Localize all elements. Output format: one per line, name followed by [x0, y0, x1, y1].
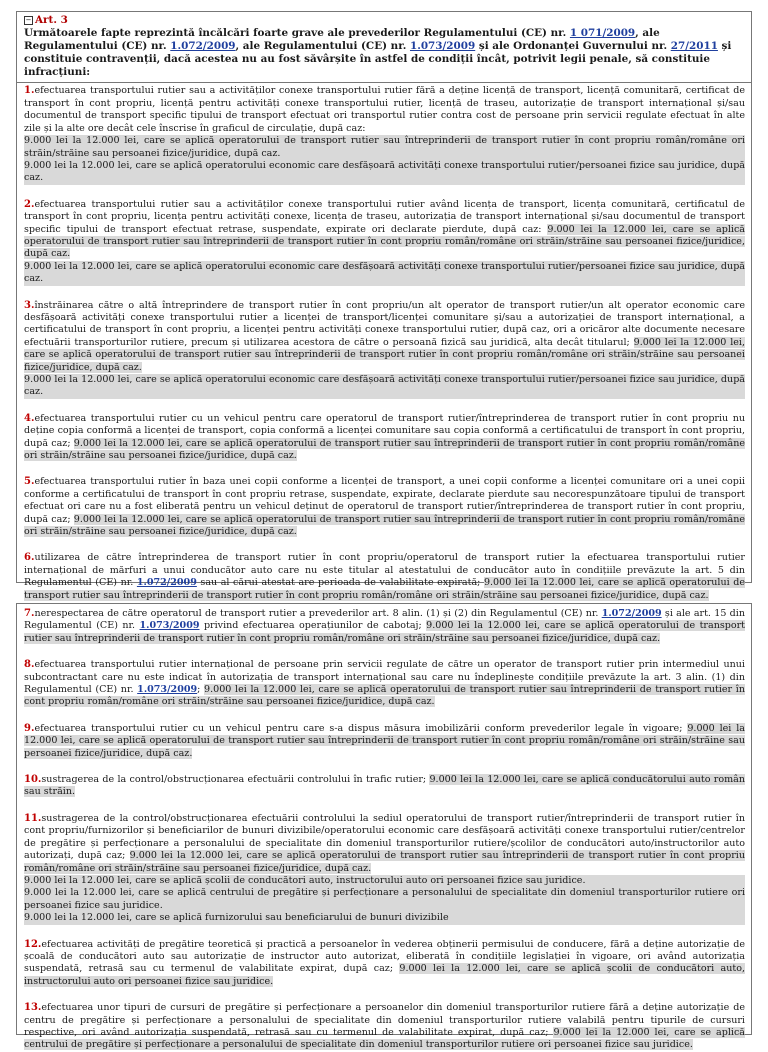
law-link-1071[interactable]: 1 071/2009 — [569, 27, 636, 40]
list-item-11 — [24, 813, 745, 925]
item-number: 1. — [24, 85, 35, 97]
item-number: 11. — [24, 812, 42, 824]
law-link-1073[interactable]: 1.073/2009 — [139, 620, 200, 632]
list-item-7 — [24, 608, 745, 645]
penalty-text: 9.000 lei la 12.000 lei, care se aplică operatorului economic care desfășoară activități conexe transportului rutier/persoanei fizice sau juridice, după caz. — [24, 159, 745, 184]
item-text: efectuarea transportului rutier cu un vehicul pentru care operatorul de transport rutier/întreprinderea de transport rutier în cont propriu nu deține copia conformă a licenței de transport, copia conformă a licenței comunitare sau copia conformă a certificatului de transport în cont propriu, după caz; — [24, 412, 745, 449]
item-number: 2. — [24, 198, 35, 210]
penalty-text: 9.000 lei la 12.000 lei, care se aplică operatorului de transport rutier sau întreprinderii de transport rutier în cont propriu român/române ori străin/străine sau persoanei fizice/juridice, după caz. — [24, 223, 745, 260]
item-text: sau al cărui atestat are perioada de valabilitate expirată; — [196, 577, 484, 589]
article-intro-text: Următoarele fapte reprezintă încălcări foarte grave ale prevederilor Regulamentului (CE) nr. — [24, 27, 570, 40]
item-number: 8. — [24, 659, 35, 671]
list-item-13 — [24, 1002, 745, 1052]
item-number: 3. — [24, 299, 35, 311]
law-link-1072[interactable]: 1.072/2009 — [136, 577, 197, 589]
item-text: efectuarea transportului rutier sau a activităților conexe transportului rutier fără a deține licență de transport, licență comunitară, certificat de transport în cont propriu, licență pentru activități conexe transportului rutier, licență de traseu, autorizație de transport internațional și/sau documentul de transport specific tipului de transport efectuat ori transportul rutier contra cost de persoane prin servicii regulate efectuat în alte zile și la alte ore decât cele înscrise în graficul de circulație, după caz: — [24, 85, 745, 134]
penalty-text: 9.000 lei la 12.000 lei, care se aplică centrului de pregătire și perfecționare a personalului de specialitate din domeniul transporturilor rutiere ori persoanei fizice sau juridice. — [24, 887, 745, 911]
article-intro-text: și ale Ordonanței Guvernului nr. — [475, 40, 671, 53]
item-number: 6. — [24, 552, 35, 564]
article-intro-text: , ale Regulamentului (CE) nr. — [235, 40, 410, 53]
article-block-1 — [16, 11, 752, 601]
law-link-1073[interactable]: 1.073/2009 — [137, 684, 198, 696]
item-number: 12. — [24, 938, 42, 950]
penalty-text: 9.000 lei la 12.000 lei, care se aplică furnizorului sau beneficiarului de bunuri divizibile — [24, 912, 745, 924]
law-link-1072[interactable]: 1.072/2009 — [601, 608, 662, 619]
item-text: efectuarea activități de pregătire teoretică și practică a persoanelor în vederea obținerii permisului de conducere, fără a deține autorizație de școală de conducători auto sau autorizație de instructor auto autorizat, eliberată în condițiile legislației în vigoare, ori având autorizația suspendată, retrasă sau cu termenul de valabilitate expirat, după caz; — [24, 938, 745, 975]
penalty-text: 9.000 lei la 12.000 lei, care se aplică operatorului de transport rutier sau întreprinderii de transport rutier în cont propriu român/române ori străin/străine sau persoanei fizice/juridice, după caz. — [24, 336, 746, 373]
item-text: nerespectarea de către operatorul de transport rutier a prevederilor art. 8 alin. (1) și (2) din Regulamentul (CE) nr. — [34, 608, 602, 619]
penalty-text: 9.000 lei la 12.000 lei, care se aplică operatorului economic care desfășoară activități conexe transportului rutier/persoanei fizice sau juridice, după caz. — [24, 260, 745, 285]
item-text: utilizarea de către întreprinderea de transport rutier în cont propriu/operatorul de transport rutier la efectuarea transportului rutier internațional de mărfuri a unui conducător auto care nu este titular al atestatului de conducător auto în condițiile prevăzute la art. 5 din Regulamentul (CE) nr. — [24, 552, 745, 589]
item-number: 13. — [24, 1002, 42, 1014]
penalty-text: 9.000 lei la 12.000 lei, care se aplică operatorului de transport rutier sau întreprinderii de transport rutier în cont propriu român/române ori străin/străine sau persoanei fizice/juridice, după caz. — [24, 684, 745, 708]
article-intro-text: și constituie contravenții, dacă acestea nu au fost săvârșite în astfel de condiții încât, potrivit legii penale, să constituie infracțiuni: — [24, 40, 732, 79]
item-text: ; — [197, 684, 205, 696]
list-item-1 — [24, 85, 745, 184]
item-text: sustragerea de la control/obstrucționarea efectuării controlului la sediul operatorului de transport rutier/întreprinderii de transport rutier în cont propriu/furnizorilor și beneficiarilor de bunuri divizibile/operatorului economic care desfășoară activități conexe transportului rutier/centrelor de pregătire și perfecționare a personalului de specialitate din domeniul transporturilor rutiere/școlilor de conducători auto/instructorilor auto autorizați, după caz; — [24, 812, 745, 862]
item-text: privind efectuarea operațiunilor de cabotaj; — [199, 620, 427, 632]
item-number: 7. — [24, 608, 35, 619]
penalty-text: 9.000 lei la 12.000 lei, care se aplică operatorului de transport rutier sau întreprinderii de transport rutier în cont propriu român/române ori străin/străine sau persoanei fizice/juridice, după caz. — [24, 722, 746, 759]
penalty-text: 9.000 lei la 12.000 lei, care se aplică operatorului de transport rutier sau întreprinderii de transport rutier în cont propriu român/române ori străin/străine sau persoanei fizice/juridice, după caz. — [24, 620, 745, 644]
item-text: efectuarea unor tipuri de cursuri de pregătire și perfecționare a persoanelor din domeniul transporturilor rutiere fără a deține autorizație de centru de pregătire și perfecționare a personalului de specialitate din domeniul transporturilor rutiere valabilă pentru tipurile de cursuri respective, ori având autorizația suspendată, retrasă sau cu termenul de valabilitate expirat, după caz; — [24, 1002, 745, 1038]
list-item-4 — [24, 413, 745, 463]
list-item-6 — [24, 552, 745, 602]
item-text: efectuarea transportului rutier în baza unei copii conforme a licenței de transport, a unei copii conforme a licenței comunitare ori a unei copii conforme a certificatului de transport în cont propriu retrase, suspendate, expirate, declarate pierdute sau necorespunzătoare tipului de transport efectuat ori care nu a fost eliberată pentru un vehicul deținut de operatorul de transport rutier/întreprinderea de transport rutier în cont propriu, după caz; — [24, 476, 745, 525]
list-item-2 — [24, 199, 745, 286]
penalty-text: 9.000 lei la 12.000 lei, care se aplică școlii de conducători auto, instructorului auto ori persoanei fizice sau juridice. — [24, 963, 745, 987]
law-link-og27[interactable]: 27/2011 — [670, 40, 718, 53]
item-number: 10. — [24, 774, 42, 786]
item-text: efectuarea transportului rutier internațional de persoane prin servicii regulate de către un operator de transport rutier prin intermediul unui subcontractant care nu este indicat în autorizația de transport internațional sau care nu îndeplinește condițiile prevăzute la art. 3 alin. (1) din Regulamentul (CE) nr. — [24, 659, 745, 696]
article-items — [17, 604, 751, 1052]
list-item-10 — [24, 774, 745, 799]
item-text: efectuarea transportului rutier sau a activităților conexe transportului rutier având licența de transport, licența comunitară, certificatul de transport în cont propriu, licența pentru activități conexe, licența de traseu, autorizația de transport internațional și/sau documentul de transport specific tipului de transport efectuat retrase, suspendate, expirate ori declarate pierdute, după caz: — [24, 198, 745, 235]
penalty-text: 9.000 lei la 12.000 lei, care se aplică operatorului de transport rutier sau întreprinderii de transport rutier în cont propriu român/române ori străin/străine sau persoanei fizice/juridice, după caz. — [24, 135, 745, 159]
list-item-8 — [24, 659, 745, 709]
law-link-1073[interactable]: 1.073/2009 — [409, 40, 476, 53]
item-text: și ale art. 15 din Regulamentul (CE) nr. — [24, 608, 745, 632]
penalty-text: 9.000 lei la 12.000 lei, care se aplică centrului de pregătire și perfecționare a personalului de specialitate din domeniul transporturilor rutiere ori persoanei fizice sau juridice. — [24, 1026, 745, 1051]
item-number: 9. — [24, 722, 35, 734]
list-item-12 — [24, 939, 745, 989]
penalty-text: 9.000 lei la 12.000 lei, care se aplică operatorului de transport rutier sau întreprinderii de transport rutier în cont propriu român/române ori străin/străine sau persoanei fizice/juridice, după caz. — [24, 513, 745, 538]
item-text: sustragerea de la control/obstrucționarea efectuării controlului în trafic rutier; — [41, 774, 430, 786]
article-intro-text: , ale Regulamentului (CE) nr. — [24, 27, 660, 53]
list-item-9 — [24, 723, 745, 760]
law-link-1072[interactable]: 1.072/2009 — [170, 40, 236, 53]
item-text: înstrăinarea către o altă întreprindere de transport rutier în cont propriu/un alt operator de transport rutier/un alt operator economic care desfășoară activități conexe transportului rutier a licenței de transport/licenței comunitare și/sau a autorizației de transport internațional, a certificatului de transport în cont propriu, a licenței pentru activități conexe transportului rutier, după caz, ori a oricăror alte documente necesare efectuării transporturilor rutiere, precum și utilizarea acestora de către o persoană fizică sau juridică, alta decât titularul; — [24, 299, 745, 348]
item-text: efectuarea transportului rutier cu un vehicul pentru care s-a dispus măsura imobilizării conform prevederilor legale în vigoare; — [34, 722, 688, 734]
item-number: 4. — [24, 412, 35, 424]
list-item-5 — [24, 476, 745, 538]
penalty-text: 9.000 lei la 12.000 lei, care se aplică operatorului de transport rutier sau întreprinderii de transport rutier în cont propriu român/române ori străin/străine sau persoanei fizice/juridice, după caz. — [24, 577, 745, 601]
penalty-text: 9.000 lei la 12.000 lei, care se aplică operatorului de transport rutier sau întreprinderii de transport rutier în cont propriu român/române ori străin/străine sau persoanei fizice/juridice, după caz. — [24, 437, 745, 462]
article-header — [17, 12, 751, 83]
collapse-toggle-icon[interactable]: − — [25, 16, 32, 24]
article-items — [17, 83, 751, 602]
article-title: Art. 3 — [35, 14, 68, 26]
penalty-text: 9.000 lei la 12.000 lei, care se aplică conducătorului auto român sau străin. — [24, 774, 745, 798]
penalty-text: 9.000 lei la 12.000 lei, care se aplică operatorului economic care desfășoară activități conexe transportului rutier/persoanei fizice sau juridice, după caz. — [24, 374, 745, 398]
penalty-text: 9.000 lei la 12.000 lei, care se aplică operatorului de transport rutier sau întreprinderii de transport rutier în cont propriu român/române ori străin/străine sau persoanei fizice/juridice, după caz. — [24, 850, 745, 874]
penalty-text: 9.000 lei la 12.000 lei, care se aplică școlii de conducători auto, instructorului auto ori persoanei fizice sau juridice. — [24, 875, 745, 887]
article-block-2 — [16, 603, 752, 1051]
item-number: 5. — [24, 476, 35, 488]
list-item-3 — [24, 300, 745, 399]
